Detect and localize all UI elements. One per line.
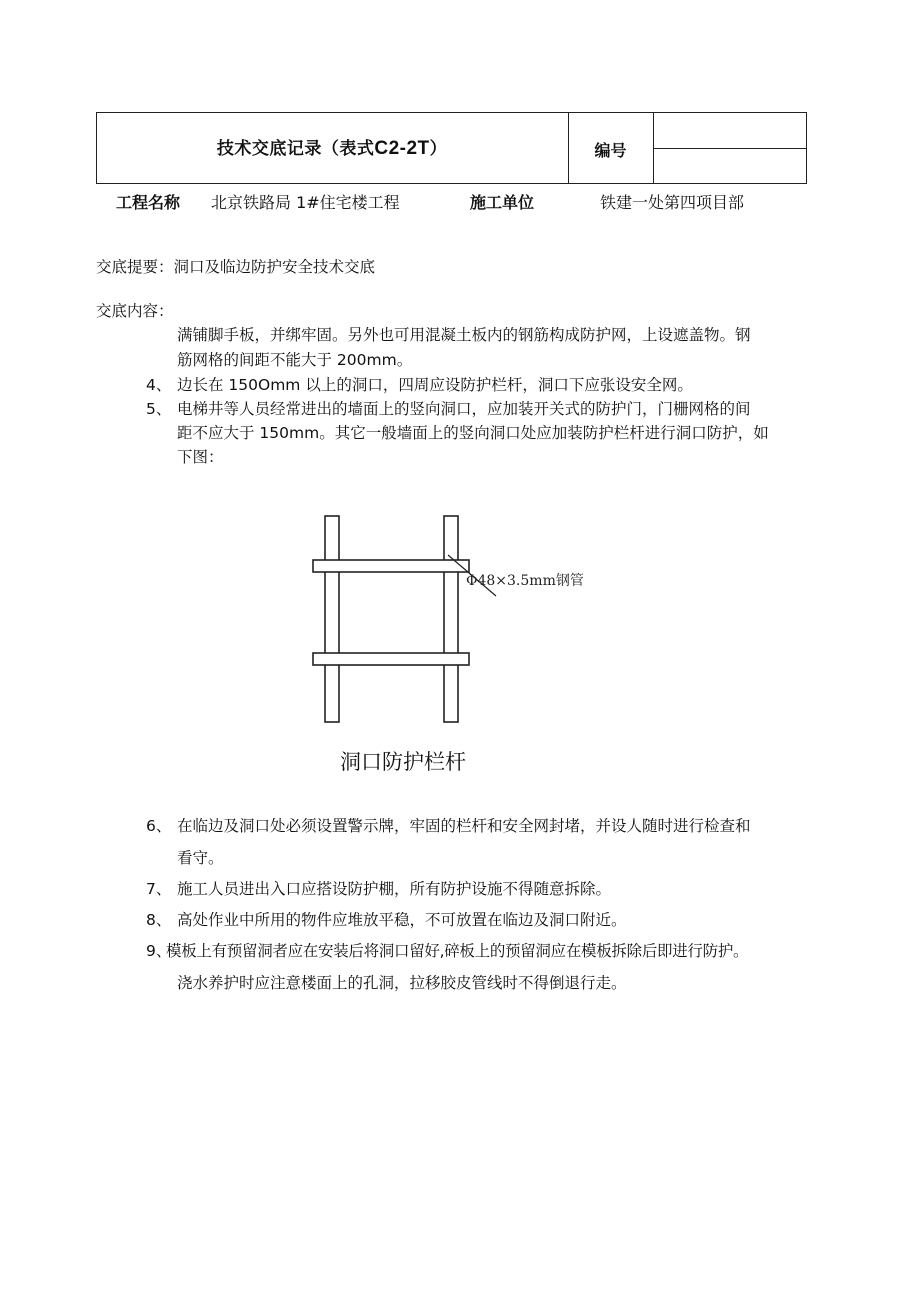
construction-unit-value: 铁建一处第四项目部 (600, 193, 745, 212)
item-line: 在临边及洞口处必须设置警示牌，牢固的栏杆和安全网封堵，并设人随时进行检查和 (177, 817, 751, 835)
item-line: 施工人员进出入口应搭设防护棚，所有防护设施不得随意拆除。 (177, 880, 612, 898)
horizontal-pipe-bottom (313, 653, 469, 665)
item-line: 浇水养护时应注意楼面上的孔洞，拉移胶皮管线时不得倒退行走。 (177, 974, 627, 992)
project-name-value: 北京铁路局 1#住宅楼工程 (211, 193, 400, 212)
item-line: 距不应大于 150mm。其它一般墙面上的竖向洞口处应加装防护栏杆进行洞口防护，如 (177, 424, 769, 442)
number-label: 编号 (594, 141, 627, 160)
horizontal-pipe-top (313, 560, 469, 572)
item-line: 筋网格的间距不能大于 200mm。 (177, 351, 413, 369)
item-number: 9、 (146, 942, 172, 960)
figure-caption: 洞口防护栏杆 (340, 750, 466, 774)
guardrail-diagram (300, 505, 630, 730)
pipe-spec-label: Φ48×3.5mm钢管 (466, 573, 584, 589)
item-number: 7、 (146, 880, 172, 898)
item-line: 模板上有预留洞者应在安装后将洞口留好,碎板上的预留洞应在模板拆除后即进行防护。 (166, 942, 749, 960)
item-line: 满铺脚手板，并绑牢固。另外也可用混凝土板内的钢筋构成防护网，上设遮盖物。钢 (177, 326, 751, 344)
vertical-pipe-left (325, 516, 339, 722)
header-divider (653, 148, 807, 149)
vertical-pipe-right (444, 516, 458, 722)
item-line: 看守。 (177, 849, 224, 867)
document-title: 技术交底记录（表式C2-2T） (216, 138, 448, 159)
item-number: 8、 (146, 911, 172, 929)
item-line: 下图： (177, 448, 224, 466)
item-number: 6、 (146, 817, 172, 835)
item-line: 高处作业中所用的物件应堆放平稳，不可放置在临边及洞口附近。 (177, 911, 627, 929)
item-number: 4、 (146, 376, 172, 394)
construction-unit-label: 施工单位 (470, 193, 535, 212)
project-name-label: 工程名称 (116, 193, 181, 212)
summary-line: 交底提要：洞口及临边防护安全技术交底 (96, 258, 376, 276)
item-line: 边长在 150Omm 以上的洞口，四周应设防护栏杆，洞口下应张设安全网。 (177, 376, 693, 394)
item-line: 电梯井等人员经常进出的墙面上的竖向洞口，应加装开关式的防护门，门栅网格的间 (177, 400, 751, 418)
item-number: 5、 (146, 400, 172, 418)
content-label: 交底内容： (96, 302, 174, 320)
